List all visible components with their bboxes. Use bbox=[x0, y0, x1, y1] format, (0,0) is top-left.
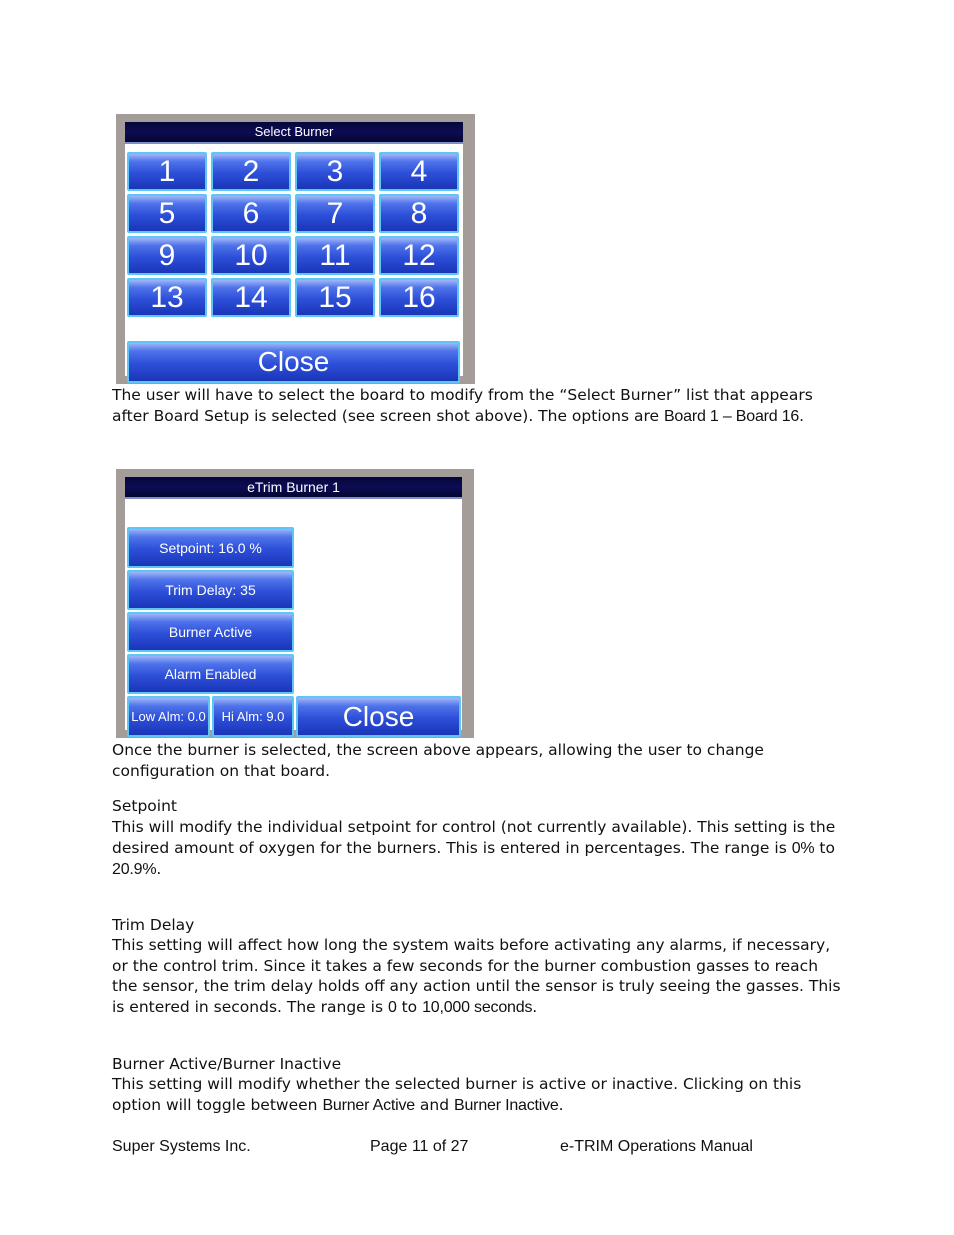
select-burner-screenshot bbox=[116, 114, 475, 384]
setpoint-heading: Setpoint bbox=[112, 797, 177, 815]
paragraph-burner-selected: Once the burner is selected, the screen above appears, allowing the user to change configuration on that board. bbox=[112, 741, 764, 780]
burner-button-3[interactable]: 3 bbox=[295, 152, 375, 191]
burner-button-12[interactable]: 12 bbox=[379, 236, 459, 275]
select-burner-screen bbox=[125, 122, 463, 376]
burner-button-5[interactable]: 5 bbox=[127, 194, 207, 233]
burner-button-6[interactable]: 6 bbox=[211, 194, 291, 233]
etrim-burner-screen bbox=[125, 477, 462, 730]
burner-button-4[interactable]: 4 bbox=[379, 152, 459, 191]
select-burner-title: Select Burner bbox=[125, 122, 463, 144]
high-alarm-button[interactable]: Hi Alm: 9.0 bbox=[212, 696, 294, 737]
paragraph-select-burner: The user will have to select the board to modify from the “Select Burner” list that appears after Board Setup is selected (see screen shot above). The options are Board 1 – Board 16. bbox=[112, 386, 813, 425]
trim-delay-heading: Trim Delay bbox=[112, 916, 195, 934]
burner-button-1[interactable]: 1 bbox=[127, 152, 207, 191]
burner-button-16[interactable]: 16 bbox=[379, 278, 459, 317]
burner-button-8[interactable]: 8 bbox=[379, 194, 459, 233]
footer-page-number: Page 11 of 27 bbox=[370, 1138, 469, 1155]
burner-active-paragraph: This setting will modify whether the selected burner is active or inactive. Clicking on this option will toggle between Burner Active and Burner Inactive. bbox=[112, 1075, 802, 1114]
footer-company: Super Systems Inc. bbox=[112, 1138, 251, 1155]
burner-active-heading: Burner Active/Burner Inactive bbox=[112, 1055, 342, 1073]
burner-button-10[interactable]: 10 bbox=[211, 236, 291, 275]
burner-button-13[interactable]: 13 bbox=[127, 278, 207, 317]
trim-delay-button[interactable]: Trim Delay: 35 bbox=[127, 570, 294, 610]
burner-button-11[interactable]: 11 bbox=[295, 236, 375, 275]
low-alarm-button[interactable]: Low Alm: 0.0 bbox=[127, 696, 210, 737]
setpoint-paragraph: This will modify the individual setpoint for control (not currently available). This setting is the desired amount of oxygen for the burners. This is entered in percentages. The range is 0% to 20.9%. bbox=[112, 818, 836, 878]
footer-manual-title: e-TRIM Operations Manual bbox=[560, 1138, 753, 1155]
alarm-enabled-button[interactable]: Alarm Enabled bbox=[127, 654, 294, 694]
trim-delay-paragraph: This setting will affect how long the system waits before activating any alarms, if necessary, or the control trim. Since it takes a few seconds for the burner combustion gasses to reach the sensor, the trim delay holds off any action until the sensor is truly seeing the gasses. This is entered in seconds. The range is 0 to 10,000 seconds. bbox=[112, 936, 841, 1016]
burner-button-2[interactable]: 2 bbox=[211, 152, 291, 191]
etrim-burner-screenshot bbox=[116, 469, 474, 738]
burner-button-7[interactable]: 7 bbox=[295, 194, 375, 233]
burner-active-button[interactable]: Burner Active bbox=[127, 612, 294, 652]
etrim-burner-title: eTrim Burner 1 bbox=[125, 477, 462, 499]
burner-button-9[interactable]: 9 bbox=[127, 236, 207, 275]
setpoint-button[interactable]: Setpoint: 16.0 % bbox=[127, 527, 294, 568]
close-button[interactable]: Close bbox=[296, 696, 461, 737]
close-button[interactable]: Close bbox=[127, 341, 460, 383]
burner-button-15[interactable]: 15 bbox=[295, 278, 375, 317]
burner-button-14[interactable]: 14 bbox=[211, 278, 291, 317]
